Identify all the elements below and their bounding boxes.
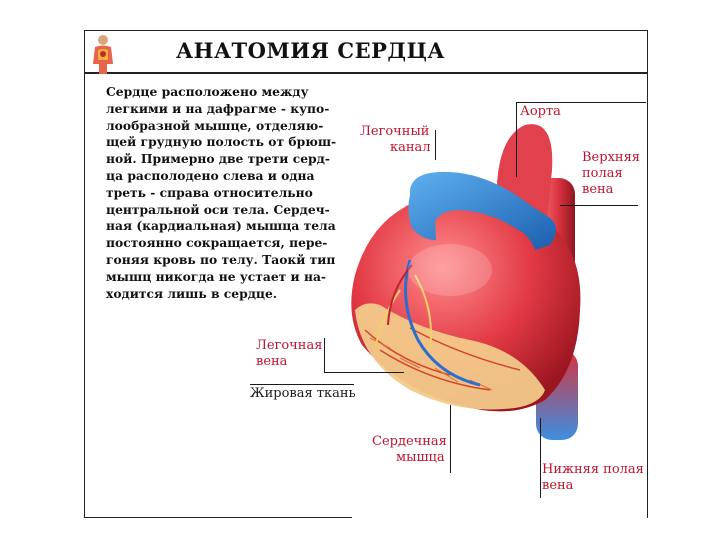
bottom-rule — [84, 517, 352, 518]
aorta-leader-line — [516, 102, 517, 177]
pulmonary-vein-leader-horizontal — [324, 372, 404, 373]
aorta-leader-tick — [516, 102, 646, 103]
description-line: гоняя кровь по телу. Таокй тип — [106, 251, 336, 267]
page-title: АНАТОМИЯ СЕРДЦА — [176, 38, 445, 63]
description-line: ходится лишь в сердце. — [106, 285, 278, 301]
description-line: Сердце расположено между — [106, 84, 309, 99]
label-adipose-tissue: Жировая ткань — [250, 386, 356, 401]
description-line: ная (кардиальная) мышца тела — [106, 218, 336, 234]
description-line: ца располодено слева и одна — [106, 167, 315, 183]
description-line: лообразной мышце, отделяю- — [106, 117, 324, 133]
inferior-vena-cava-leader-line — [540, 418, 541, 498]
label-inferior-vena-cava: Нижняя полая вена — [542, 462, 644, 493]
description-line: центральной оси тела. Сердеч- — [106, 201, 330, 217]
description-line: постоянно сокращается, пере- — [106, 235, 328, 251]
description-line: легкими и на дафрагме - купо- — [106, 100, 330, 116]
description-line: мышц никогда не устает и на- — [106, 268, 327, 284]
anatomy-figure-icon — [86, 34, 120, 74]
cardiac-muscle-leader-line — [450, 405, 451, 473]
pulmonary-canal-leader-line — [435, 130, 436, 160]
adipose-tissue-leader-line — [250, 384, 354, 385]
label-pulmonary-vein: Легочная вена — [256, 338, 323, 369]
label-aorta: Аорта — [520, 104, 561, 119]
description-text — [106, 84, 356, 302]
description-line: треть - справа относительно — [106, 184, 313, 200]
title-underline — [84, 72, 648, 74]
label-cardiac-muscle: Сердечная мышца — [372, 434, 447, 465]
description-line: щей грудную полость от брюш- — [106, 134, 337, 150]
label-superior-vena-cava: Верхняя полая вена — [582, 150, 640, 197]
pulmonary-vein-leader-line — [324, 338, 325, 372]
description-line: ной. Примерно две трети серд- — [106, 151, 330, 167]
label-pulmonary-canal: Легочный канал — [360, 124, 431, 155]
superior-vena-cava-leader-line — [560, 205, 638, 206]
